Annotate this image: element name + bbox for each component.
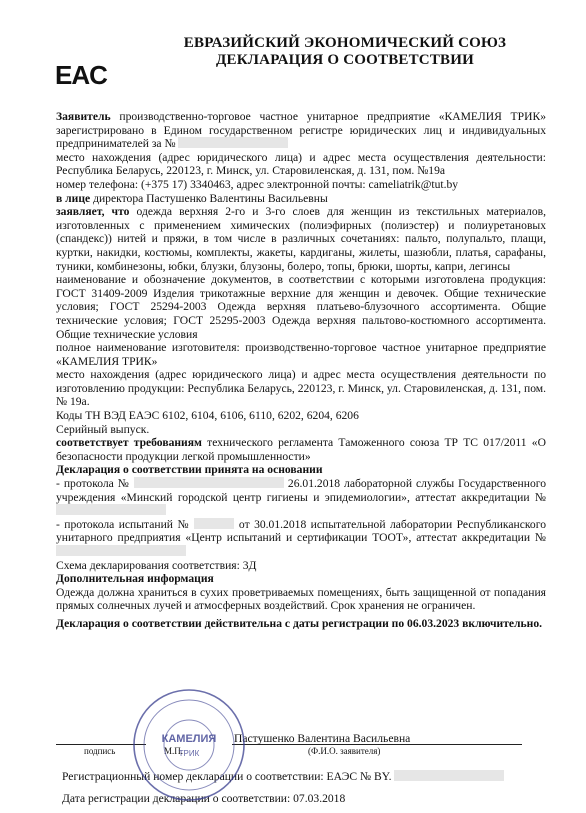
caption-fio: (Ф.И.О. заявителя): [308, 746, 381, 756]
conformity-block: [56, 436, 546, 463]
redacted-field: [56, 545, 186, 556]
registration-date: Дата регистрации декларации о соответствии: 07.03.2018: [62, 792, 346, 805]
declares-label: заявляет, что: [56, 205, 130, 219]
person-text: директора Пастушенко Валентины Васильевны: [93, 191, 328, 205]
protocol2-prefix: - протокола испытаний №: [56, 517, 191, 531]
redacted-field: [56, 504, 166, 515]
validity-line: Декларация о соответствии действительна с даты регистрации по 06.03.2023 включительно.: [56, 616, 543, 630]
protocol1-prefix: - протокола №: [56, 477, 130, 491]
name-line: [232, 744, 522, 745]
header-title: ДЕКЛАРАЦИЯ О СООТВЕТСТВИИ: [216, 52, 474, 68]
applicant-person: [56, 192, 546, 206]
manufacturer-address: место нахождения (адрес юридического лица) и адрес места осуществления деятельности по изготовлению продукции: Республика Беларусь, 220123, г. Минск, ул. Старовиленская, д. 131, пом. № 19а.: [56, 368, 546, 409]
caption-mp: М.П.: [164, 746, 184, 756]
applicant-text: производственно-торговое частное унитарное предприятие «КАМЕЛИЯ ТРИК» зарегистрировано в Едином государственном регистре юридических лиц и индивидуальных предпринимателей за №: [56, 110, 546, 151]
conformity-label1: соответствует: [56, 436, 129, 450]
conformity-text: технического регламента Таможенного союза ТР ТС 017/2011 «О безопасности продукции легкой промышленности»: [56, 436, 546, 463]
stamp-text-1: КАМЕЛИЯ: [161, 733, 217, 745]
applicant-address: место нахождения (адрес юридического лица) и адрес места осуществления деятельности: Республика Беларусь, 220123, г. Минск, ул. Старовиленская, д. 131, пом. №19а: [56, 150, 546, 178]
basis-title: Декларация о соответствии принята на основании: [56, 463, 323, 477]
eac-logo: EAC: [55, 60, 107, 90]
applicant-phone: номер телефона: (+375 17) 3340463, адрес электронной почты: cameliatrik@tut.by: [56, 177, 459, 191]
basis-protocol-1: [56, 477, 546, 518]
protocol2-text: от 30.01.2018 испытательной лаборатории Республиканского унитарного предприятия «Центр испытаний и сертификации ТООТ», аттестат аккредитации №: [56, 517, 546, 545]
person-label: в лице: [56, 191, 91, 205]
redacted-field: [134, 477, 284, 488]
declaration-body: [56, 110, 546, 631]
additional-text: Одежда должна храниться в сухих проветриваемых помещениях, быть защищенной от попадания прямых солнечных лучей и атмосферных воздействий. Срок хранения не ограничен.: [56, 585, 546, 613]
codes-line: Коды ТН ВЭД ЕАЭС 6102, 6104, 6106, 6110, 6202, 6204, 6206: [56, 409, 359, 423]
redacted-field: [178, 137, 288, 148]
registration-number: [62, 770, 504, 783]
registration-number-label: Регистрационный номер декларации о соответствии: ЕАЭС № BY.: [62, 770, 392, 783]
manufacturer-block: полное наименование изготовителя: производственно-торговое частное унитарное предприятие «КАМЕЛИЯ ТРИК»: [56, 341, 546, 368]
applicant-block: [56, 110, 546, 151]
redacted-field: [194, 518, 234, 529]
protocol1-text: 26.01.2018 лабораторной службы Государственного учреждения «Минский городской центр гигиены и эпидемиологии», аттестат аккредитации №: [56, 477, 547, 504]
basis-protocol-2: [56, 518, 546, 559]
stamp-text-2: ТРИК: [178, 749, 200, 758]
applicant-label: Заявитель: [56, 110, 111, 123]
documents-block: наименование и обозначение документов, в соответствии с которыми изготовлена продукция: ГОСТ 31409-2009 Изделия трикотажные верхние для женщин и девочек. Общие технические условия; ГОСТ 25294-2003 Одежда верхняя платьево-блузочного ассортимента. Общие технические условия; ГОСТ 25295-2003 Одежда верхняя пальтово-костюмного ассортимента. Общие технические условия: [56, 273, 546, 341]
company-stamp: [130, 686, 248, 804]
serial-line: Серийный выпуск.: [56, 422, 150, 436]
header-union: ЕВРАЗИЙСКИЙ ЭКОНОМИЧЕСКИЙ СОЮЗ: [183, 35, 507, 51]
conformity-label2: требованиям: [133, 436, 202, 450]
declares-block: [56, 205, 546, 273]
scheme-line: Схема декларирования соответствия: 3Д: [56, 558, 257, 572]
additional-title: Дополнительная информация: [56, 572, 214, 586]
caption-sign: подпись: [84, 746, 116, 756]
redacted-field: [394, 770, 504, 781]
signer-name: Пастушенко Валентина Васильевна: [234, 732, 411, 745]
declares-text: одежда верхняя 2-го и 3-го слоев для женщин из текстильных материалов, изготовленных с применением химических (полиэфирных (полиэстер) и полиуретановых (спандекс)) нитей и пряжи, в том числе в различных сочетаниях: пальто, полупальто, плащи, куртки, накидки, костюмы, комплекты, жакеты, кардиганы, жилеты, шазюбли, платья, сарафаны, туники, комбинезоны, юбки, блузки, блузоны, болеро, топы, брюки, шорты, капри, легинсы: [56, 205, 546, 273]
